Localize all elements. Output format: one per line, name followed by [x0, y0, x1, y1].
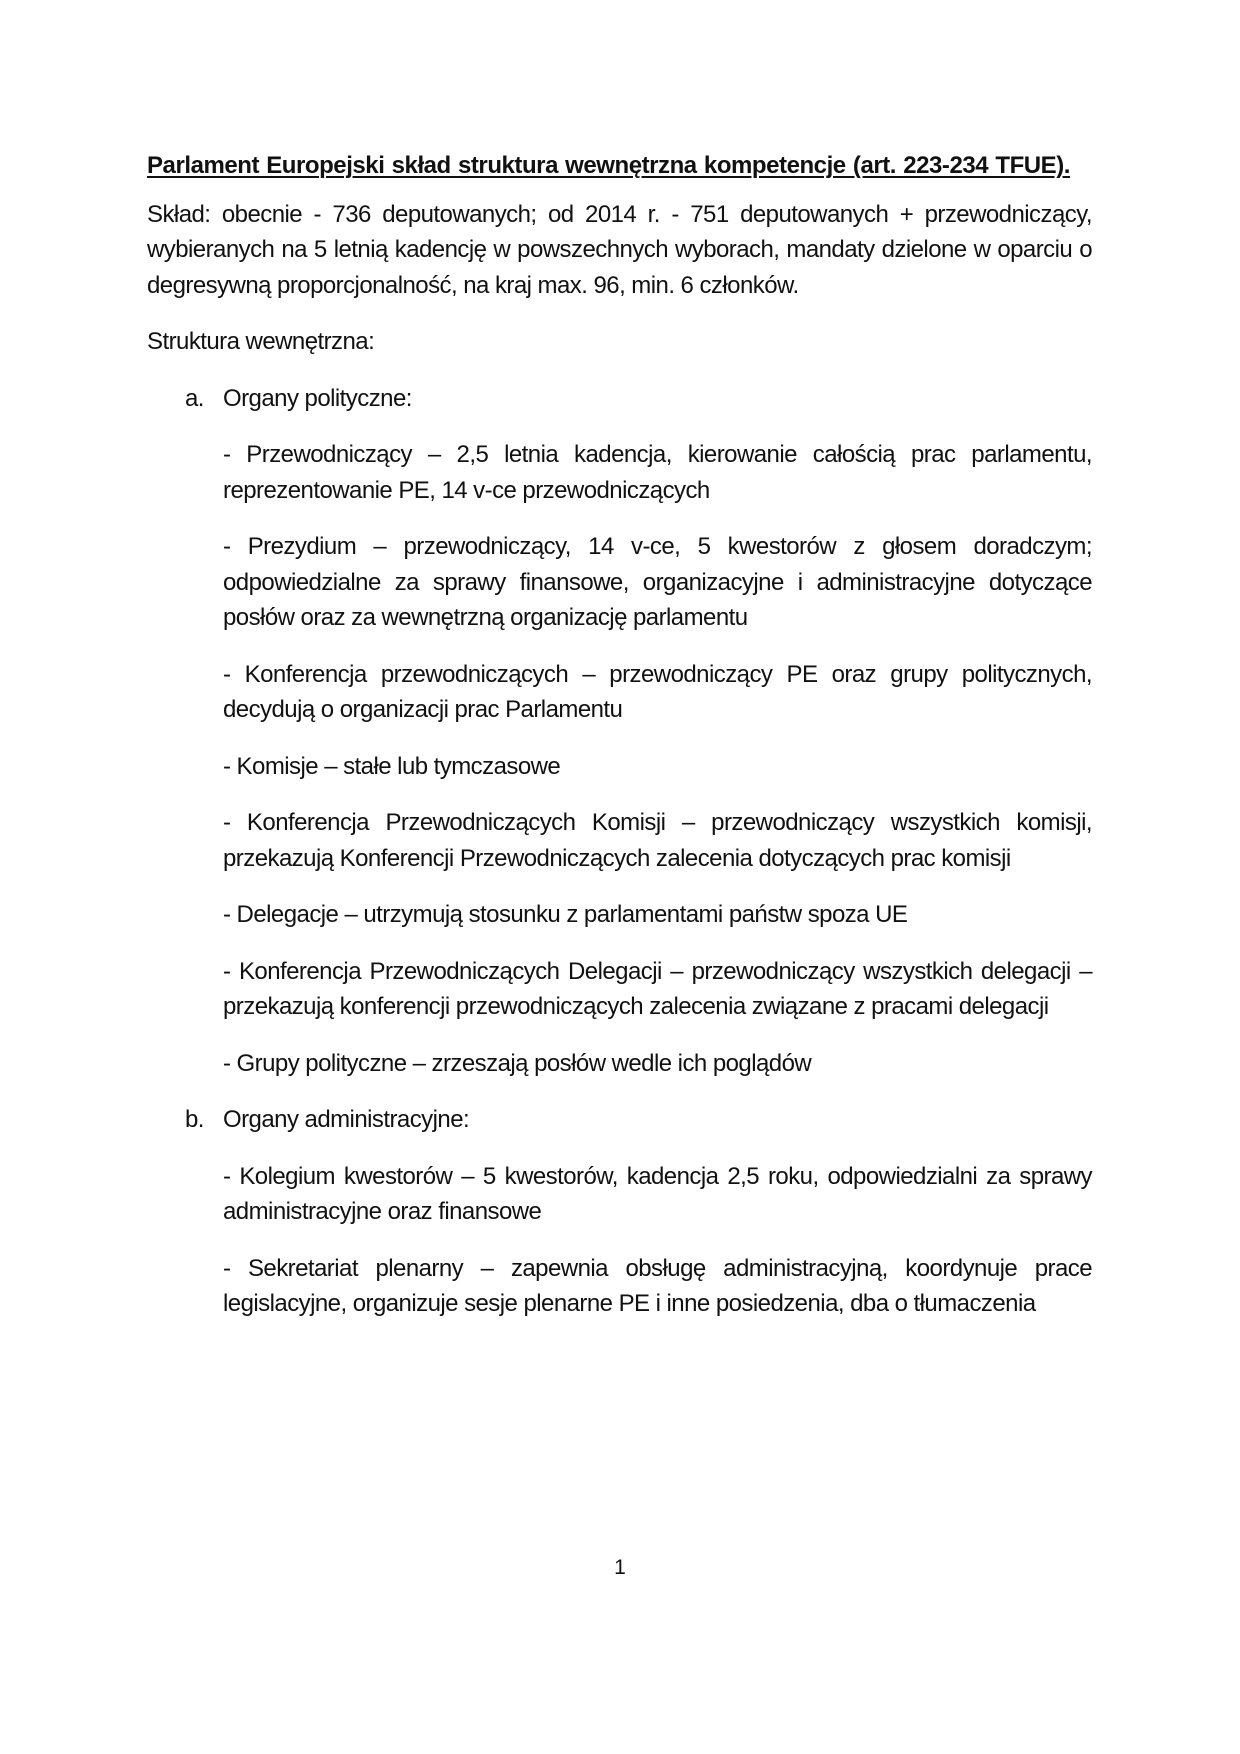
section-b-heading: [185, 1102, 1092, 1138]
list-item-kolegium-kwestorow: - Kolegium kwestorów – 5 kwestorów, kadencja 2,5 roku, odpowiedzialni za sprawy administracyjne oraz finansowe: [223, 1162, 1092, 1225]
page-number: 1: [614, 1556, 626, 1579]
list-item-konferencja-przewodniczacych-delegacji: - Konferencja Przewodniczących Delegacji – przewodniczący wszystkich delegacji – przekazują konferencji przewodniczących zalecenia związane z pracami delegacji: [223, 957, 1092, 1020]
section-a-heading: [185, 381, 1092, 417]
section-label: Organy administracyjne:: [223, 1106, 470, 1133]
list-item-delegacje: - Delegacje – utrzymują stosunku z parlamentami państw spoza UE: [223, 901, 908, 928]
composition-paragraph: Skład: obecnie - 736 deputowanych; od 2014 r. - 751 deputowanych + przewodniczący, wybieranych na 5 letnią kadencję w powszechnych wyborach, mandaty dzielone w oparciu o degresywną proporcjonalność, na kraj max. 96, min. 6 członków.: [147, 200, 1092, 299]
document-title: Parlament Europejski skład struktura wewnętrzna kompetencje (art. 223-234 TFUE).: [147, 152, 1070, 179]
list-item-grupy-polityczne: - Grupy polityczne – zrzeszają posłów wedle ich poglądów: [223, 1049, 812, 1077]
list-item-komisje: - Komisje – stałe lub tymczasowe: [223, 752, 561, 780]
list-item-sekretariat-plenarny: - Sekretariat plenarny – zapewnia obsługę administracyjną, koordynuje prace legislacyjne, organizuje sesje plenarne PE i inne posiedzenia, dba o tłumaczenia: [223, 1254, 1092, 1317]
document-page: [147, 148, 1092, 1343]
structure-heading: Struktura wewnętrzna:: [147, 328, 375, 355]
list-item-konferencja-przewodniczacych: - Konferencja przewodniczących – przewodniczący PE oraz grupy politycznych, decydują o organizacji prac Parlamentu: [223, 660, 1092, 723]
list-marker: b.: [185, 1106, 204, 1133]
list-item-przewodniczacy: - Przewodniczący – 2,5 letnia kadencja, kierowanie całością prac parlamentu, reprezentowanie PE, 14 v-ce przewodniczących: [223, 441, 1092, 504]
list-item-konferencja-przewodniczacych-komisji: - Konferencja Przewodniczących Komisji – przewodniczący wszystkich komisji, przekazują Konferencji Przewodniczących zalecenia dotyczących prac komisji: [223, 809, 1092, 872]
section-label: Organy polityczne:: [223, 384, 412, 412]
list-marker: a.: [185, 384, 204, 412]
list-item-prezydium: - Prezydium – przewodniczący, 14 v-ce, 5 kwestorów z głosem doradczym; odpowiedzialne za sprawy finansowe, organizacyjne i administracyjne dotyczące posłów oraz za wewnętrzną organizację parlamentu: [223, 533, 1092, 631]
